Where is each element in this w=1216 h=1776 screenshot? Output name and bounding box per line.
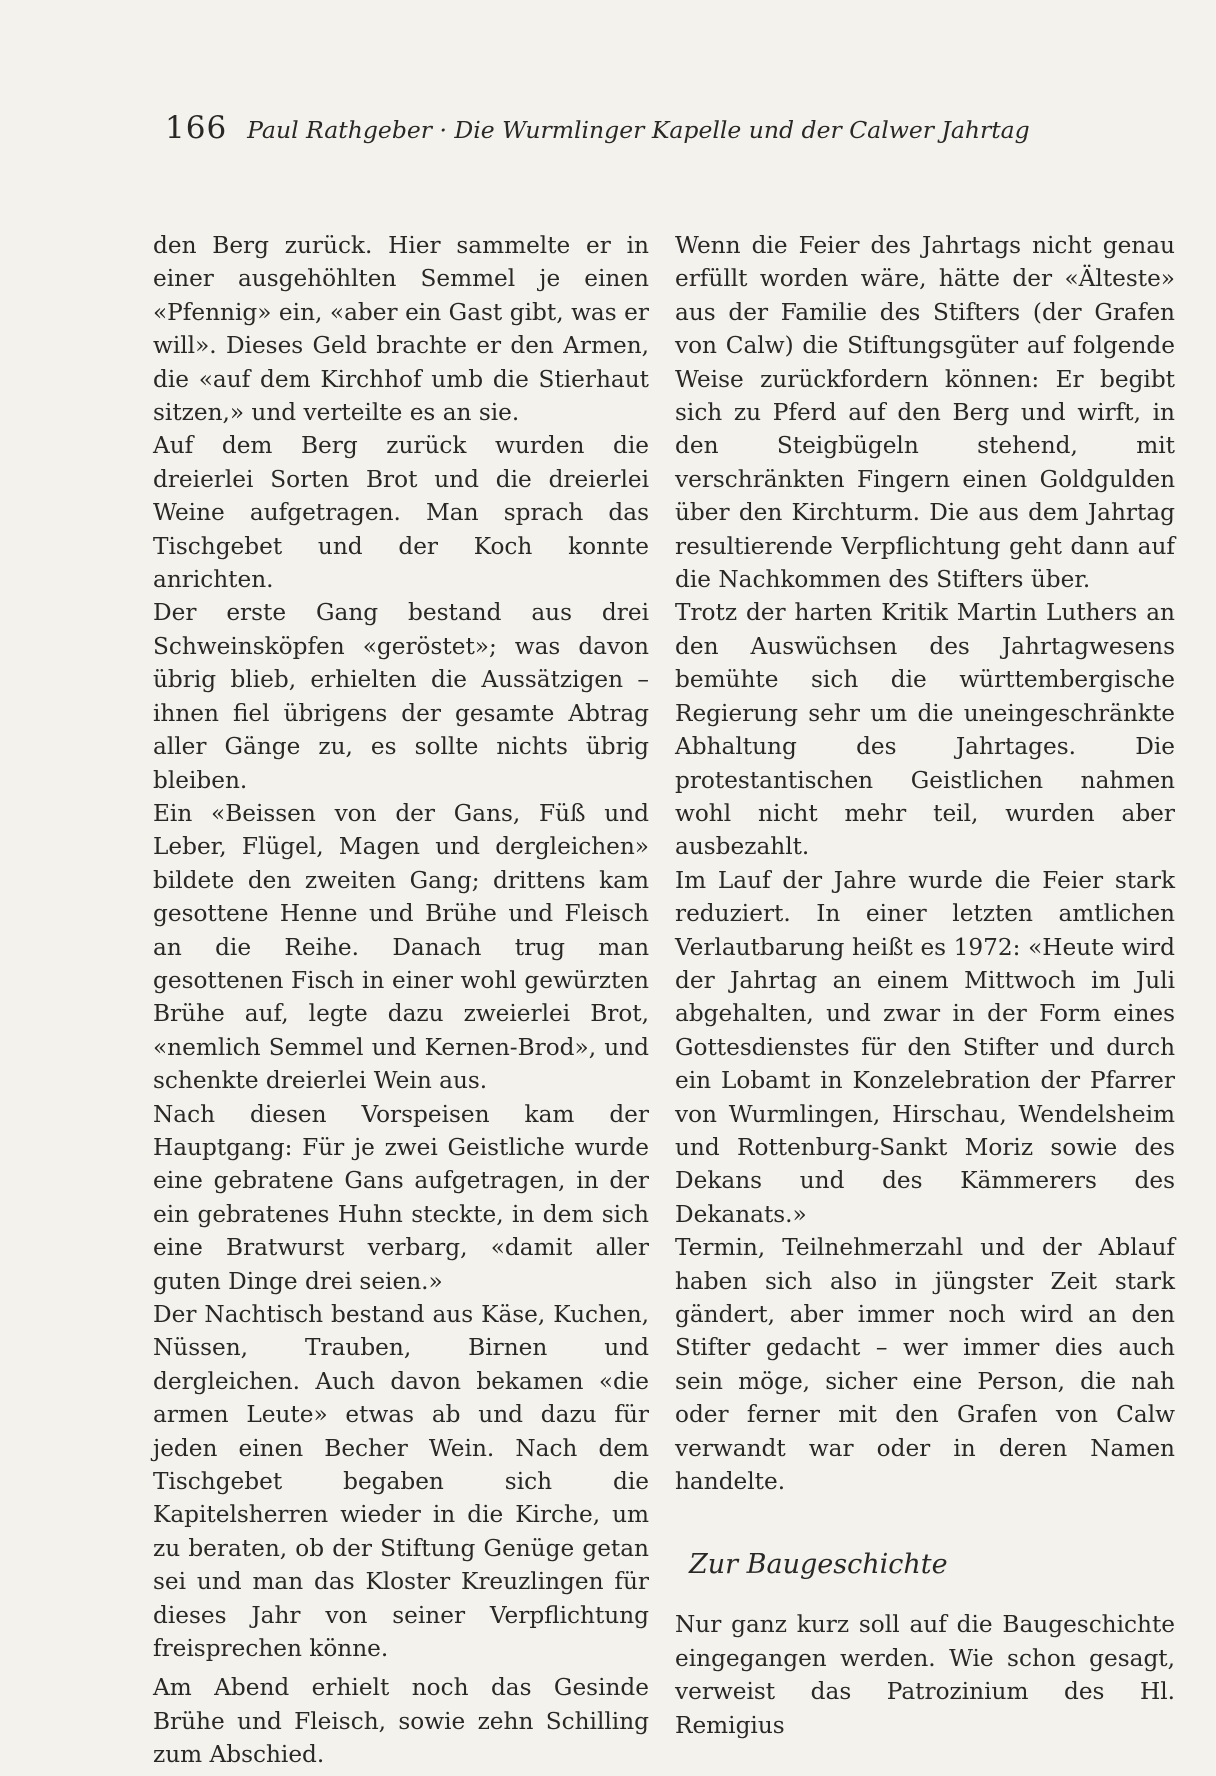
paragraph: Am Abend erhielt noch das Gesinde Brühe und Fleisch, sowie zehn Schilling zum Abschied. [153, 1674, 649, 1769]
paragraph: Wenn die Feier des Jahrtags nicht genau erfüllt worden wäre, hätte der «Älteste» aus der Familie des Stifters (der Grafen von Calw) die Stiftungsgüter auf folgende Weise zurückfordern können: Er begibt sich zu Pferd auf den Berg und wirft, in den Steigbügeln stehend, mit verschränkten Fingern einen Goldgulden über den Kirchturm. Die aus dem Jahrtag resultierende Verpflichtung geht dann auf die Nachkommen des Stifters über. [675, 232, 1175, 594]
paragraph: Ein «Beissen von der Gans, Füß und Leber, Flügel, Magen und dergleichen» bildete den zweiten Gang; drittens kam gesottene Henne und Brühe und Fleisch an die Reihe. Danach trug man gesottenen Fisch in einer wohl gewürzten Brühe auf, legte dazu zweierlei Brot, «nemlich Semmel und Kernen-Brod», und schenkte dreierlei Wein aus. [153, 799, 649, 1095]
paragraph: Auf dem Berg zurück wurden die dreierlei Sorten Brot und die dreierlei Weine aufgetragen. Man sprach das Tischgebet und der Koch konnte anrichten. [153, 432, 649, 594]
paragraph: Im Lauf der Jahre wurde die Feier stark reduziert. In einer letzten amtlichen Verlautbarung heißt es 1972: «Heute wird der Jahrtag an einem Mittwoch im Juli abgehalten, und zwar in der Form eines Gottesdienstes für den Stifter und durch ein Lobamt in Konzelebration der Pfarrer von Wurmlingen, Hirschau, Wendelsheim und Rottenburg-Sankt Moriz sowie des Dekans und des Kämmerers des Dekanats.» [675, 866, 1175, 1228]
paragraph: Der Nachtisch bestand aus Käse, Kuchen, Nüssen, Trauben, Birnen und dergleichen. Auch davon bekamen «die armen Leute» etwas ab und dazu für jeden einen Becher Wein. Nach dem Tischgebet begaben sich die Kapitelsherren wieder in die Kirche, um zu beraten, ob der Stiftung Genüge getan sei und man das Kloster Kreuzlingen für dieses Jahr von seiner Verpflichtung freisprechen könne. [153, 1301, 649, 1663]
right-column [675, 229, 1175, 1742]
paragraph: Nach diesen Vorspeisen kam der Hauptgang: Für je zwei Geistliche wurde eine gebratene Gans aufgetragen, in der ein gebratenes Huhn steckte, in dem sich eine Bratwurst verbarg, «damit aller guten Dinge drei seien.» [153, 1100, 649, 1295]
running-header [165, 110, 1065, 160]
left-column [153, 229, 649, 1772]
paragraph: den Berg zurück. Hier sammelte er in einer ausgehöhlten Semmel je einen «Pfennig» ein, «aber ein Gast gibt, was er will». Dieses Geld brachte er den Armen, die «auf dem Kirchhof umb die Stierhaut sitzen,» und verteilte es an sie. [153, 232, 649, 427]
paragraph: Termin, Teilnehmerzahl und der Ablauf haben sich also in jüngster Zeit stark gändert, aber immer noch wird an den Stifter gedacht – wer immer dies auch sein möge, sicher eine Person, die nah oder ferner mit den Grafen von Calw verwandt war oder in deren Namen handelte. [675, 1234, 1175, 1496]
paragraph: Trotz der harten Kritik Martin Luthers an den Auswüchsen des Jahrtagwesens bemühte sich die württembergische Regierung sehr um die uneingeschränkte Abhaltung des Jahrtages. Die protestantischen Geistlichen nahmen wohl nicht mehr teil, wurden aber ausbezahlt. [675, 599, 1175, 861]
paragraph: Der erste Gang bestand aus drei Schweinsköpfen «geröstet»; was davon übrig blieb, erhielten die Aussätzigen – ihnen fiel übrigens der gesamte Abtrag aller Gänge zu, es sollte nichts übrig bleiben. [153, 599, 649, 794]
section-heading: Zur Baugeschichte [689, 1549, 948, 1581]
running-title: Paul Rathgeber · Die Wurmlinger Kapelle und der Calwer Jahrtag [247, 116, 1030, 144]
page-number: 166 [165, 110, 228, 146]
paragraph: Nur ganz kurz soll auf die Baugeschichte eingegangen werden. Wie schon gesagt, verweist das Patrozinium des Hl. Remigius [675, 1611, 1175, 1739]
